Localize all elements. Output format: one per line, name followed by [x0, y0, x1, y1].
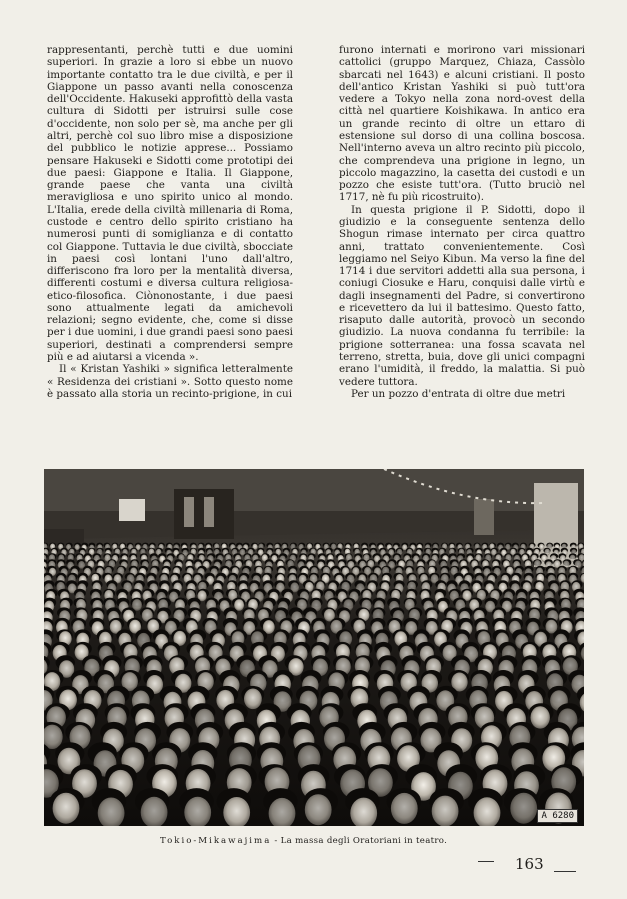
- text-column-right: [339, 44, 585, 400]
- crowd-photograph: [44, 469, 584, 826]
- paragraph: In questa prigione il P. Sidotti, dopo il giudizio e la conseguente sentenza dello Shogun rimase internato per circa quattro anni, trattato convenientemente. Così leggiamo nel Seiyo Kibun. Ma verso la fine del 1714 i due servitori addetti alla sua persona, i coniugi Ciosuke e Haru, conquisi dalle virtù e dagli insegnamenti del Padre, si convertirono e ricevettero da lui il battesimo. Questo fatto, risaputo dalle autorità, provocò un secondo giudizio. La nuova condanna fu terribile: la prigione sotterranea: una fossa scavata nel terreno, stretta, buia, dove gli unici compagni erano l'umidità, il freddo, la malattia. Si può vedere tuttora.: [339, 203, 585, 388]
- paragraph: rappresentanti, perchè tutti e due uomini superiori. In grazie a loro si ebbe un nuovo importante contatto tra le due civiltà, e per il Giappone un passo avanti nella conoscenza dell'Occidente. Hakuseki approfittò della vasta cultura di Sidotti per istruirsi sulle cose d'occidente, non solo per sè, ma anche per gli altri, perchè col suo libro mise a disposizione del pubblico le notizie apprese... Possiamo pensare Hakuseki e Sidotti come prototipi dei due paesi: Giappone e Italia. Il Giappone, grande paese che vanta una civiltà meravigliosa e uno spirito unico al mondo. L'Italia, erede della civiltà millenaria di Roma, custode e centro dello spirito cristiano ha numerosi punti di somiglianza e di contatto col Giappone. Tuttavia le due civiltà, sbocciate in paesi così lontani l'uno dall'altro, differiscono fra loro per la mentalità diversa, differenti costumi e diversa cultura religiosa-etico-filosofica. Ciònonostante, i due paesi sono attualmente legati da amichevoli relazioni; segno evidente, che, come si disse per i due uomini, i due grandi paesi sono paesi superiori, destinati a comprendersi sempre più e ad aiutarsi a vicenda ».: [47, 44, 294, 364]
- photo-caption: [160, 836, 500, 846]
- page-number: 163: [515, 855, 544, 873]
- caption-place: Tokio-Mikawajima: [160, 836, 272, 846]
- paragraph: Il « Kristan Yashiki » significa letteralmente « Residenza dei cristiani ». Sotto questo nome è passato alla storia un recinto-prigione, in cui: [47, 363, 293, 400]
- decorative-dash: [478, 861, 494, 862]
- paragraph: Per un pozzo d'entrata di oltre due metri: [351, 387, 566, 400]
- photo-archive-code: A 6280: [537, 809, 578, 823]
- caption-separator: -: [271, 836, 281, 846]
- caption-text: La massa degli Oratoriani in teatro.: [280, 836, 448, 846]
- text-column-left: [47, 44, 293, 400]
- decorative-dash: [554, 871, 576, 872]
- paragraph: furono internati e morirono vari missionari cattolici (gruppo Marquez, Chiaza, Cassòlo sbarcati nel 1643) e alcuni cristiani. Il posto dell'antico Kristan Yashiki si può tutt'ora vedere a Tokyo nella zona nord-ovest della città nel quartiere Koishikawa. In antico era un grande recinto di oltre un ettaro di estensione sul dorso di una collina boscosa. Nell'interno aveva un altro recinto più piccolo, che comprendeva una prigione in legno, un piccolo magazzino, la casetta dei custodi e un pozzo che esiste tutt'ora. (Tutto bruciò nel 1717, nè fu più ricostruito).: [339, 44, 585, 204]
- photo-image: [44, 469, 584, 826]
